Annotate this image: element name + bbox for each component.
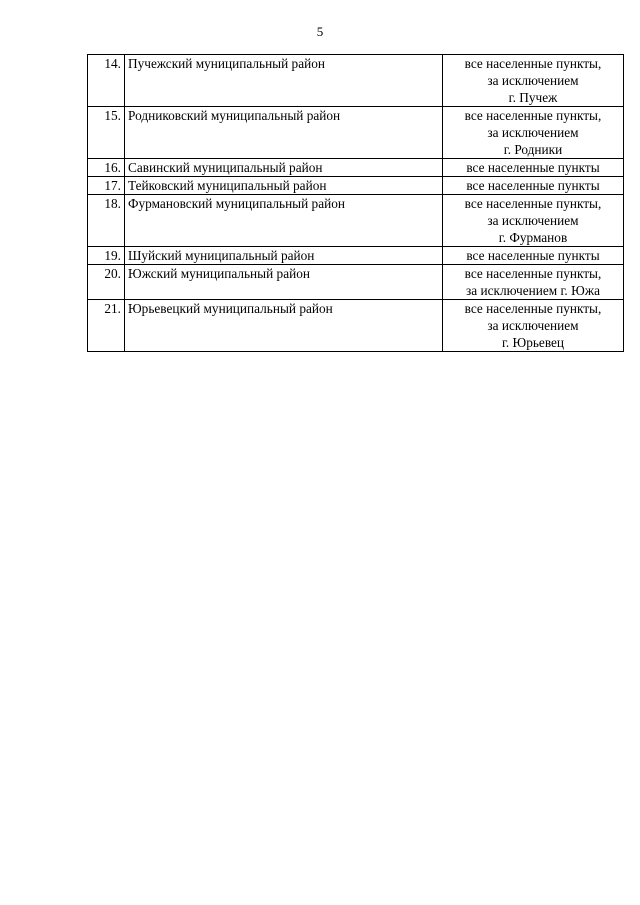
table-row (88, 107, 624, 159)
note-line: все населенные пункты, (464, 301, 602, 316)
district-name: Пучежский муниципальный район (125, 55, 443, 107)
settlements-note (443, 107, 624, 159)
district-name: Южский муниципальный район (125, 265, 443, 300)
note-line: г. Юрьевец (501, 335, 565, 350)
note-line: за исключением (487, 318, 579, 333)
district-name: Родниковский муниципальный район (125, 107, 443, 159)
district-name: Шуйский муниципальный район (125, 247, 443, 265)
settlements-note (443, 300, 624, 352)
note-line: все населенные пункты, (464, 56, 602, 71)
note-line: за исключением (487, 213, 579, 228)
settlements-note (443, 55, 624, 107)
settlements-note (443, 265, 624, 300)
note-line: г. Родники (503, 142, 563, 157)
note-line: за исключением (487, 125, 579, 140)
table-row (88, 177, 624, 195)
table-row (88, 55, 624, 107)
row-number: 16. (88, 159, 125, 177)
row-number: 14. (88, 55, 125, 107)
note-line: все населенные пункты, (464, 266, 602, 281)
district-name: Савинский муниципальный район (125, 159, 443, 177)
row-number: 17. (88, 177, 125, 195)
table-row (88, 265, 624, 300)
row-number: 20. (88, 265, 125, 300)
note-line: все населенные пункты (466, 160, 600, 175)
table-row (88, 159, 624, 177)
row-number: 15. (88, 107, 125, 159)
table-row (88, 195, 624, 247)
note-line: г. Пучеж (508, 90, 558, 105)
note-line: все населенные пункты, (464, 108, 602, 123)
settlements-note (443, 195, 624, 247)
note-line: за исключением г. Южа (465, 283, 600, 298)
district-name: Фурмановский муниципальный район (125, 195, 443, 247)
table-row (88, 247, 624, 265)
district-name: Тейковский муниципальный район (125, 177, 443, 195)
note-line: все населенные пункты (466, 248, 600, 263)
settlements-note (443, 247, 624, 265)
districts-table (87, 54, 624, 352)
district-name: Юрьевецкий муниципальный район (125, 300, 443, 352)
note-line: все населенные пункты (466, 178, 600, 193)
row-number: 19. (88, 247, 125, 265)
row-number: 21. (88, 300, 125, 352)
row-number: 18. (88, 195, 125, 247)
settlements-note (443, 177, 624, 195)
settlements-note (443, 159, 624, 177)
page-number: 5 (316, 24, 324, 39)
table-row (88, 300, 624, 352)
note-line: за исключением (487, 73, 579, 88)
note-line: все населенные пункты, (464, 196, 602, 211)
note-line: г. Фурманов (498, 230, 568, 245)
